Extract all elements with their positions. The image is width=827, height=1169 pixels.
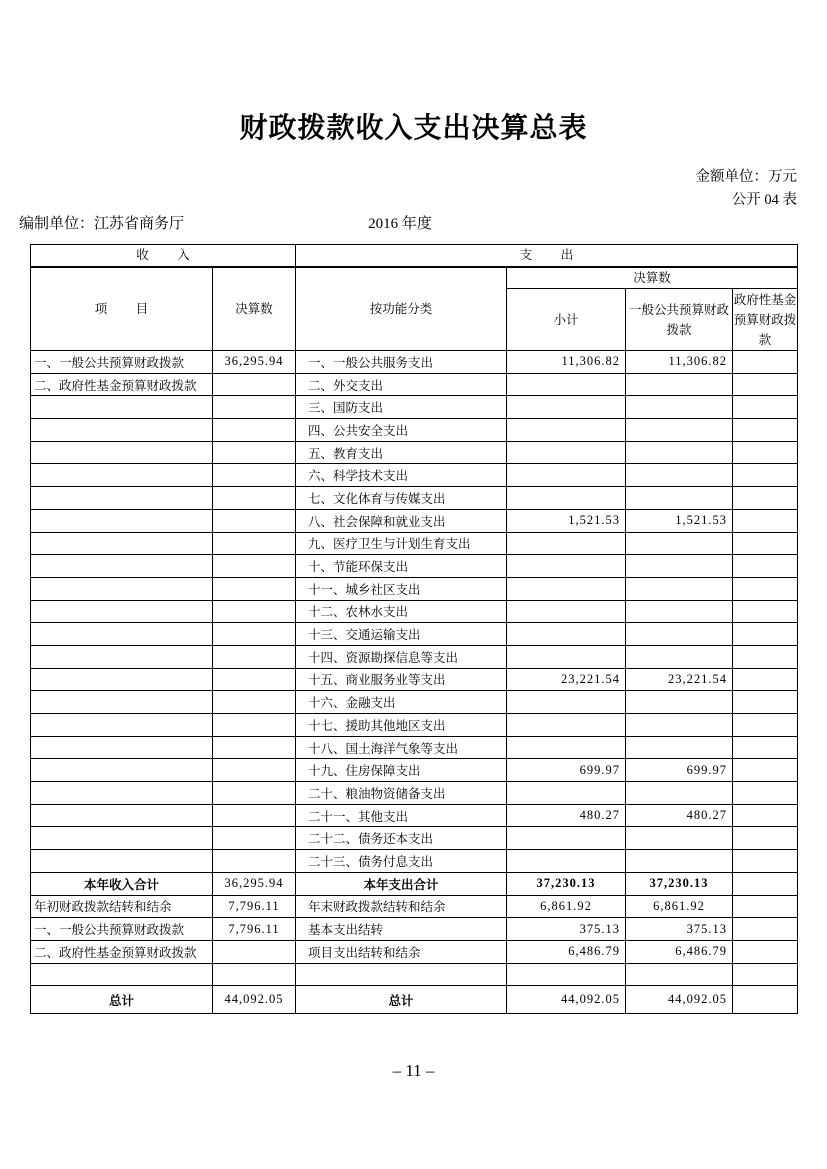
expense-item-cell: 三、国防支出 (296, 396, 507, 419)
expense-item-cell: 十五、商业服务业等支出 (296, 668, 507, 691)
expense-item-cell: 项目支出结转和结余 (296, 940, 507, 963)
income-item-cell (31, 668, 213, 691)
meta-block (696, 166, 798, 212)
table-row (31, 872, 798, 895)
income-item-cell (31, 623, 213, 646)
expense-item-cell: 十八、国土海洋气象等支出 (296, 736, 507, 759)
income-value-cell (213, 555, 296, 578)
by-function-header: 按功能分类 (296, 267, 507, 351)
table-row (31, 419, 798, 442)
expense-subtotal-cell: 1,521.53 (507, 509, 626, 532)
income-value-cell: 44,092.05 (213, 986, 296, 1014)
income-item-cell: 一、一般公共预算财政拨款 (31, 351, 213, 374)
income-item-cell: 本年收入合计 (31, 872, 213, 895)
expense-subtotal-cell (507, 373, 626, 396)
header-row-groups (31, 267, 798, 289)
expense-item-cell: 九、医疗卫生与计划生育支出 (296, 532, 507, 555)
table-row (31, 895, 798, 918)
table-row (31, 986, 798, 1014)
income-item-cell: 年初财政拨款结转和结余 (31, 895, 213, 918)
general-budget-value-cell (626, 714, 733, 737)
income-value-cell (213, 940, 296, 963)
table-row (31, 714, 798, 737)
table-row (31, 441, 798, 464)
general-budget-value-cell: 1,521.53 (626, 509, 733, 532)
expense-subtotal-cell: 375.13 (507, 918, 626, 941)
table-row (31, 509, 798, 532)
income-value-cell (213, 645, 296, 668)
general-budget-value-cell (626, 555, 733, 578)
expense-section-header: 支 出 (296, 245, 798, 267)
income-value-cell: 36,295.94 (213, 872, 296, 895)
income-value-cell (213, 759, 296, 782)
income-item-cell (31, 782, 213, 805)
header-row-sections (31, 245, 798, 267)
table-row (31, 918, 798, 941)
general-budget-value-cell (626, 691, 733, 714)
income-item-cell (31, 759, 213, 782)
gov-fund-value-cell (733, 487, 798, 510)
income-item-cell (31, 850, 213, 873)
gov-fund-value-cell (733, 940, 798, 963)
table-body (31, 351, 798, 1014)
income-value-cell (213, 464, 296, 487)
income-value-cell: 36,295.94 (213, 351, 296, 374)
expense-subtotal-cell: 699.97 (507, 759, 626, 782)
income-value-cell (213, 782, 296, 805)
gov-fund-value-cell (733, 509, 798, 532)
table-row (31, 577, 798, 600)
income-value-cell (213, 532, 296, 555)
gov-fund-value-cell (733, 464, 798, 487)
income-value-cell (213, 736, 296, 759)
income-value-cell (213, 441, 296, 464)
table-row (31, 351, 798, 374)
income-item-cell: 二、政府性基金预算财政拨款 (31, 373, 213, 396)
general-budget-value-cell: 480.27 (626, 804, 733, 827)
gov-fund-value-cell (733, 736, 798, 759)
gov-fund-value-cell (733, 827, 798, 850)
general-budget-value-cell (626, 396, 733, 419)
expense-item-cell: 十六、金融支出 (296, 691, 507, 714)
income-value-cell (213, 827, 296, 850)
income-value-cell (213, 623, 296, 646)
general-budget-value-cell: 699.97 (626, 759, 733, 782)
income-item-cell: 一、一般公共预算财政拨款 (31, 918, 213, 941)
expense-subtotal-cell (507, 441, 626, 464)
expense-item-cell: 基本支出结转 (296, 918, 507, 941)
general-budget-value-cell: 375.13 (626, 918, 733, 941)
expense-item-cell: 十三、交通运输支出 (296, 623, 507, 646)
gov-fund-value-cell (733, 419, 798, 442)
expense-subtotal-cell (507, 577, 626, 600)
expense-subtotal-cell: 6,861.92 (507, 895, 626, 918)
income-section-header: 收 入 (31, 245, 296, 267)
income-value-cell (213, 850, 296, 873)
gov-fund-value-cell (733, 668, 798, 691)
gov-fund-value-cell (733, 577, 798, 600)
general-budget-value-cell: 44,092.05 (626, 986, 733, 1014)
expense-subtotal-cell: 480.27 (507, 804, 626, 827)
gov-fund-budget-header: 政府性基金预算财政拨款 (733, 289, 798, 351)
gov-fund-value-cell (733, 691, 798, 714)
expense-item-cell: 十九、住房保障支出 (296, 759, 507, 782)
expense-item-cell: 二十三、债务付息支出 (296, 850, 507, 873)
expense-subtotal-cell (507, 555, 626, 578)
gov-fund-value-cell (733, 645, 798, 668)
general-budget-value-cell (626, 600, 733, 623)
income-item-cell (31, 714, 213, 737)
gov-fund-value-cell (733, 373, 798, 396)
table-row (31, 532, 798, 555)
expense-item-cell: 四、公共安全支出 (296, 419, 507, 442)
expense-item-cell: 七、文化体育与传媒支出 (296, 487, 507, 510)
expense-item-cell: 二十、粮油物资储备支出 (296, 782, 507, 805)
income-item-cell (31, 464, 213, 487)
table-row (31, 736, 798, 759)
income-item-cell (31, 600, 213, 623)
general-budget-value-cell (626, 782, 733, 805)
expense-subtotal-cell (507, 691, 626, 714)
gov-fund-value-cell (733, 441, 798, 464)
income-value-cell (213, 963, 296, 986)
income-item-cell (31, 532, 213, 555)
table-row (31, 487, 798, 510)
income-item-cell (31, 487, 213, 510)
income-item-cell (31, 804, 213, 827)
table-row (31, 668, 798, 691)
budget-summary-table (30, 244, 798, 1014)
expense-item-cell: 五、教育支出 (296, 441, 507, 464)
gov-fund-value-cell (733, 759, 798, 782)
general-budget-value-cell (626, 850, 733, 873)
general-budget-value-cell (626, 464, 733, 487)
gov-fund-value-cell (733, 804, 798, 827)
expense-item-cell: 八、社会保障和就业支出 (296, 509, 507, 532)
expense-item-cell: 总计 (296, 986, 507, 1014)
gov-fund-value-cell (733, 850, 798, 873)
general-budget-value-cell (626, 963, 733, 986)
general-budget-value-cell: 23,221.54 (626, 668, 733, 691)
unit-note: 金额单位：万元 (695, 169, 797, 185)
gov-fund-value-cell (733, 872, 798, 895)
expense-subtotal-cell: 44,092.05 (507, 986, 626, 1014)
expense-subtotal-cell (507, 714, 626, 737)
year-label: 2016 年度 (368, 216, 432, 232)
income-item-cell (31, 963, 213, 986)
income-item-header: 项 目 (31, 267, 213, 351)
subtotal-header: 小计 (507, 289, 626, 351)
expense-subtotal-cell (507, 419, 626, 442)
page-number: – 11 – (392, 1061, 435, 1080)
income-value-cell (213, 714, 296, 737)
income-item-cell (31, 827, 213, 850)
income-value-cell (213, 600, 296, 623)
expense-subtotal-cell: 6,486.79 (507, 940, 626, 963)
income-item-cell (31, 509, 213, 532)
expense-item-cell: 一、一般公共服务支出 (296, 351, 507, 374)
expense-item-cell: 十、节能环保支出 (296, 555, 507, 578)
expense-item-cell: 年末财政拨款结转和结余 (296, 895, 507, 918)
expense-subtotal-cell (507, 623, 626, 646)
expense-subtotal-cell (507, 963, 626, 986)
income-item-cell (31, 691, 213, 714)
expense-item-cell: 二十二、债务还本支出 (296, 827, 507, 850)
general-budget-value-cell (626, 487, 733, 510)
expense-item-cell: 二、外交支出 (296, 373, 507, 396)
expense-subtotal-cell (507, 645, 626, 668)
gov-fund-value-cell (733, 714, 798, 737)
general-budget-value-cell (626, 736, 733, 759)
gov-fund-value-cell (733, 555, 798, 578)
income-value-cell (213, 577, 296, 600)
expense-subtotal-cell (507, 736, 626, 759)
table-row (31, 804, 798, 827)
expense-subtotal-cell (507, 850, 626, 873)
general-budget-value-cell: 6,861.92 (626, 895, 733, 918)
expense-subtotal-cell (507, 396, 626, 419)
table-row (31, 850, 798, 873)
general-budget-value-cell (626, 577, 733, 600)
table-row (31, 600, 798, 623)
income-item-cell (31, 736, 213, 759)
income-item-cell (31, 419, 213, 442)
income-value-cell (213, 419, 296, 442)
expense-subtotal-cell (507, 487, 626, 510)
table-row (31, 759, 798, 782)
gov-fund-value-cell (733, 600, 798, 623)
gov-fund-value-cell (733, 623, 798, 646)
table-row (31, 464, 798, 487)
expense-item-cell: 本年支出合计 (296, 872, 507, 895)
gov-fund-value-cell (733, 918, 798, 941)
expense-subtotal-cell: 23,221.54 (507, 668, 626, 691)
gov-fund-value-cell (733, 532, 798, 555)
gov-fund-value-cell (733, 986, 798, 1014)
general-budget-value-cell: 37,230.13 (626, 872, 733, 895)
expense-subtotal-cell: 11,306.82 (507, 351, 626, 374)
table-row (31, 555, 798, 578)
income-item-cell (31, 396, 213, 419)
table-row (31, 782, 798, 805)
gov-fund-value-cell (733, 782, 798, 805)
expense-item-cell: 十四、资源勘探信息等支出 (296, 645, 507, 668)
general-budget-value-cell (626, 419, 733, 442)
income-item-cell: 总计 (31, 986, 213, 1014)
expense-subtotal-cell (507, 532, 626, 555)
expense-subtotal-cell (507, 827, 626, 850)
expense-item-cell: 六、科学技术支出 (296, 464, 507, 487)
gov-fund-value-cell (733, 895, 798, 918)
general-budget-value-cell (626, 373, 733, 396)
general-budget-value-cell (626, 623, 733, 646)
org-label: 编制单位：江苏省商务厅 (19, 216, 185, 232)
income-value-cell (213, 373, 296, 396)
expense-subtotal-cell (507, 600, 626, 623)
income-value-cell (213, 487, 296, 510)
expense-subtotal-cell (507, 782, 626, 805)
table-header (31, 245, 798, 351)
table-row (31, 963, 798, 986)
income-value-cell: 7,796.11 (213, 918, 296, 941)
expense-final-figure-header: 决算数 (507, 267, 798, 289)
table-row (31, 396, 798, 419)
expense-subtotal-cell (507, 464, 626, 487)
income-value-cell (213, 396, 296, 419)
table-row (31, 373, 798, 396)
income-value-cell (213, 804, 296, 827)
general-budget-value-cell (626, 441, 733, 464)
income-item-cell (31, 645, 213, 668)
income-value-cell (213, 668, 296, 691)
table-row (31, 691, 798, 714)
table-number: 公开 04 表 (731, 192, 797, 208)
general-budget-value-cell (626, 532, 733, 555)
page-title: 财政拨款收入支出决算总表 (239, 113, 588, 144)
income-item-cell (31, 577, 213, 600)
income-value-cell: 7,796.11 (213, 895, 296, 918)
gov-fund-value-cell (733, 351, 798, 374)
expense-subtotal-cell: 37,230.13 (507, 872, 626, 895)
income-value-cell (213, 509, 296, 532)
general-budget-value-cell: 11,306.82 (626, 351, 733, 374)
income-final-figure-header: 决算数 (213, 267, 296, 351)
gov-fund-value-cell (733, 396, 798, 419)
table-row (31, 623, 798, 646)
general-budget-value-cell (626, 645, 733, 668)
income-item-cell: 二、政府性基金预算财政拨款 (31, 940, 213, 963)
income-value-cell (213, 691, 296, 714)
expense-item-cell: 二十一、其他支出 (296, 804, 507, 827)
general-public-budget-header: 一般公共预算财政拨款 (626, 289, 733, 351)
expense-item-cell: 十二、农林水支出 (296, 600, 507, 623)
expense-item-cell (296, 963, 507, 986)
expense-item-cell: 十七、援助其他地区支出 (296, 714, 507, 737)
income-item-cell (31, 441, 213, 464)
expense-item-cell: 十一、城乡社区支出 (296, 577, 507, 600)
gov-fund-value-cell (733, 963, 798, 986)
general-budget-value-cell (626, 827, 733, 850)
table-row (31, 645, 798, 668)
income-item-cell (31, 555, 213, 578)
table-row (31, 827, 798, 850)
table-row (31, 940, 798, 963)
general-budget-value-cell: 6,486.79 (626, 940, 733, 963)
